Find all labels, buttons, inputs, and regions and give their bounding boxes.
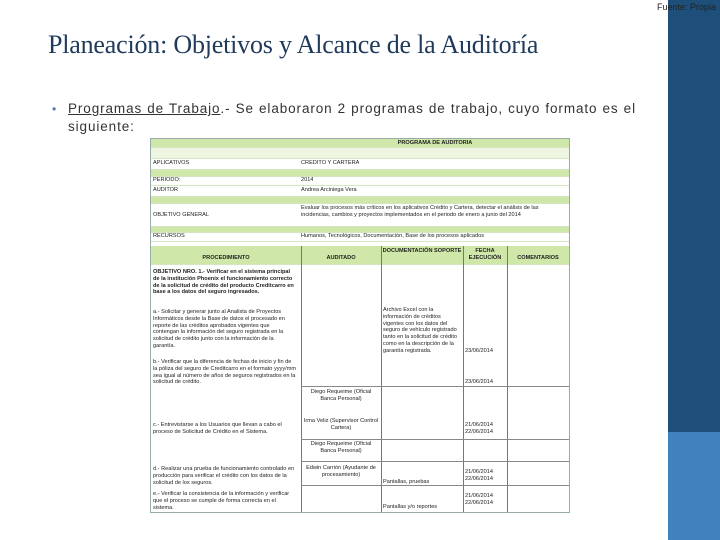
column-header: DOCUMENTACIÓN SOPORTE <box>382 248 462 254</box>
column-divider <box>381 246 382 512</box>
bullet-paragraph <box>52 100 636 136</box>
soporte-item: Archivo Excel con la información de créditos vigentes con los datos del seguro de vehículo registrado tanto en la solicitud de crédito como en la descripción de la garantía registrada. <box>383 307 458 354</box>
bullet-text <box>56 100 636 136</box>
auditado-item: Diego Requeime (Oficial Banca Personal) <box>310 441 372 454</box>
column-divider <box>463 246 464 512</box>
column-divider <box>301 246 302 512</box>
field-value: Evaluar los procesos más críticos en los aplicativos Crédito y Cartera, detectar el análisis de las incidencias, cambios y proyectos implementados en el periodo de enero a junio del 2014 <box>301 205 539 218</box>
auditado-item: Diego Requeime (Oficial Banca Personal) <box>310 389 372 402</box>
bullet-rest: .- Se elaboraron 2 programas de trabajo, cuyo formato es el siguiente: <box>68 101 636 134</box>
row-divider <box>301 386 569 387</box>
slide-title: Planeación: Objetivos y Alcance de la Auditoría <box>48 30 539 59</box>
field-label: PERIODO: <box>153 177 181 183</box>
doc-spacer-row <box>151 148 569 159</box>
fecha-item: 22/06/2014 <box>465 429 493 435</box>
fecha-item: 21/06/2014 <box>465 422 493 428</box>
column-header: FECHA EJECUCIÓN <box>468 248 502 261</box>
field-label: AUDITOR <box>153 187 179 193</box>
sidebar-accent-band <box>668 432 720 540</box>
row-divider <box>301 439 569 440</box>
procedure-item: a.- Solicitar y generar junto al Analista de Proyectos Informáticos desde la Base de datos el procesado en reporte de las créditos aprobados vigentes que contengan la información del seguro registrada en la solicitud de crédito junto con la información de la garantía. <box>153 309 285 349</box>
auditado-item: Edwin Carrión (Ayudante de procesamiento) <box>306 465 376 478</box>
procedure-item: b.- Verificar que la diferencia de fechas de inicio y fin de la póliza del seguro de Creditcarro en el formato yyyy/mm sea igual al número de años de seguros registrados en la solicitud de crédito. <box>153 359 297 386</box>
field-row <box>151 232 569 242</box>
right-sidebar-bar <box>668 0 720 540</box>
doc-heading-row <box>151 139 569 148</box>
field-label: APLICATIVOS <box>153 160 190 166</box>
field-row <box>151 159 569 170</box>
fecha-item: 21/06/2014 <box>465 469 493 475</box>
field-label: RECURSOS <box>153 233 185 239</box>
bullet-dot-icon: • <box>52 102 58 116</box>
field-value: CRÉDITO Y CARTERA <box>301 160 360 166</box>
procedure-item: e.- Verificar la consistencia de la información y verificar que el proceso se cumple de forma correcta en el sistema. <box>153 491 290 511</box>
audit-program-document <box>150 138 570 513</box>
procedure-item: c.- Entrevistarse a los Usuarios que llevan a cabo el proceso de Solicitud de Crédito en el Sistema. <box>153 422 282 435</box>
field-row <box>151 176 569 186</box>
field-separator <box>151 197 569 204</box>
objective-text: OBJETIVO NRO. 1.- Verificar en el sistema principal de la institución Phoenix el funcionamiento correcto de la solicitud de crédito del producto Creditcarro en base a los datos del seguro ingresados. <box>153 269 294 296</box>
column-header: PROCEDIMIENTO <box>202 255 250 261</box>
row-divider <box>301 461 569 462</box>
fecha-item: 23/06/2014 <box>465 348 493 354</box>
field-value: Humanos, Tecnológicos, Documentación, Base de los procesos aplicados <box>301 233 485 239</box>
field-row <box>151 186 569 197</box>
doc-heading: PROGRAMA DE AUDITORIA <box>397 140 473 146</box>
soporte-item: Pantallas, pruebas <box>383 479 430 485</box>
source-label: Fuente: Propia <box>656 2 716 12</box>
field-row <box>151 204 569 227</box>
column-header: COMENTARIOS <box>517 255 559 261</box>
procedure-item: d.- Realizar una prueba de funcionamiento controlado en producción para verificar el crédito con los datos de la solicitud de los seguros. <box>153 466 295 486</box>
field-label: OBJETIVO GENERAL <box>153 212 209 218</box>
bullet-lead: Programas de Trabajo <box>68 101 221 116</box>
soporte-item: Pantallas y/o reportes <box>383 504 438 510</box>
column-divider <box>507 246 508 512</box>
field-value: Andrea Arciniega Vera <box>301 187 357 193</box>
fecha-item: 22/06/2014 <box>465 476 493 482</box>
column-header: AUDITADO <box>326 255 356 261</box>
fecha-item: 21/06/2014 <box>465 493 493 499</box>
fecha-item: 22/06/2014 <box>465 500 493 506</box>
field-value: 2014 <box>301 177 314 183</box>
fecha-item: 23/06/2014 <box>465 379 493 385</box>
auditado-item: Irma Veliz (Supervisor Control Cartera) <box>303 418 379 431</box>
